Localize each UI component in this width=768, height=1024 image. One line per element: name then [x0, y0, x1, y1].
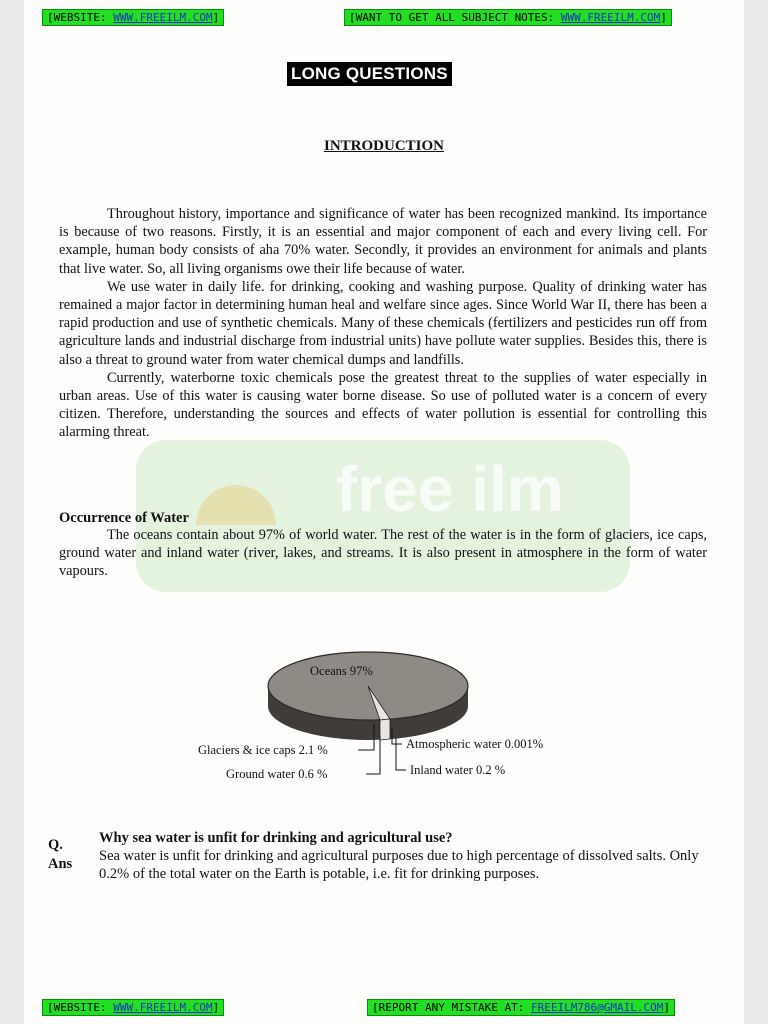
leader-inland: [396, 738, 406, 770]
footer-email-link[interactable]: FREEILM786@GMAIL.COM: [530, 1001, 664, 1014]
paragraph-1: Throughout history, importance and significance of water has been recognized mankind. Its importance is because of two reasons. Firstly, it is an essential and major component of each and every living cell. For example, human body consists of aha 70% water. Secondly, it provides an environment for animals and plants that live water. So, all living organisms owe their life because of water.: [59, 206, 707, 277]
header-notes-suffix: ]: [660, 11, 667, 24]
watermark-text: free ilm: [336, 453, 564, 525]
leader-ground: [366, 736, 380, 774]
occurrence-body: [59, 526, 707, 581]
paragraph-3: Currently, waterborne toxic chemicals pose the greatest threat to the supplies of water especially in urban areas. Use of this water is causing water borne disease. So use of polluted water is a concern of every citizen. Therefore, understanding the sources and effects of water pollution is essential for controlling this alarming threat.: [59, 369, 707, 441]
header-website-link[interactable]: WWW.FREEILM.COM: [113, 11, 213, 24]
footer-website-banner: [42, 999, 224, 1016]
paragraph-2: We use water in daily life. for drinking, cooking and washing purpose. Quality of drinking water has remained a major factor in determining human heal and welfare since ages. Since World War II, there has been a rapid production and use of synthetic chemicals. Many of these chemicals (fertilizers and pesticides run off from agriculture lands and industrial discharge from industrial units) have pollute water supplies. Besides this, there is also a threat to ground water from water chemical dumps and landfills.: [59, 278, 707, 368]
answer-label: Ans: [48, 856, 73, 872]
header-notes-link[interactable]: WWW.FREEILM.COM: [560, 11, 661, 24]
label-ground-water: Ground water 0.6 %: [226, 767, 328, 781]
label-atmospheric-water: Atmospheric water 0.001%: [406, 737, 544, 751]
label-glaciers: Glaciers & ice caps 2.1 %: [198, 743, 328, 757]
book-logo-icon: [196, 485, 276, 525]
footer-website-suffix: ]: [212, 1001, 220, 1014]
footer-website-link[interactable]: WWW.FREEILM.COM: [113, 1001, 213, 1014]
header-notes-prefix: [WANT TO GET ALL SUBJECT NOTES:: [349, 11, 561, 24]
label-oceans: Oceans 97%: [310, 664, 373, 678]
footer-report-prefix: [REPORT ANY MISTAKE AT:: [372, 1001, 531, 1014]
document-page: [24, 0, 744, 1024]
occurrence-heading: Occurrence of Water: [59, 510, 189, 526]
label-inland-water: Inland water 0.2 %: [410, 763, 506, 777]
introduction-body: [59, 205, 707, 442]
footer-report-banner: [367, 999, 675, 1016]
page-title: LONG QUESTIONS: [287, 62, 452, 86]
header-notes-banner: [344, 9, 672, 26]
header-website-prefix: [WEBSITE:: [47, 11, 114, 24]
header-website-suffix: ]: [212, 11, 220, 24]
question-label: Q.: [48, 837, 63, 853]
water-distribution-pie-chart: [184, 636, 604, 786]
footer-report-suffix: ]: [663, 1001, 671, 1014]
header-website-banner: [42, 9, 224, 26]
answer-text: Sea water is unfit for drinking and agricultural purposes due to high percentage of dissolved salts. Only 0.2% of the total water on the Earth is potable, i.e. fit for drinking purposes.: [99, 848, 699, 882]
introduction-heading: INTRODUCTION: [323, 138, 444, 154]
footer-website-prefix: [WEBSITE:: [47, 1001, 114, 1014]
question-text: Why sea water is unfit for drinking and agricultural use?: [99, 830, 453, 846]
occurrence-paragraph: The oceans contain about 97% of world water. The rest of the water is in the form of glaciers, ice caps, ground water and inland water (river, lakes, and streams. It is also present in atmosphere in the form of water vapours.: [59, 527, 707, 580]
